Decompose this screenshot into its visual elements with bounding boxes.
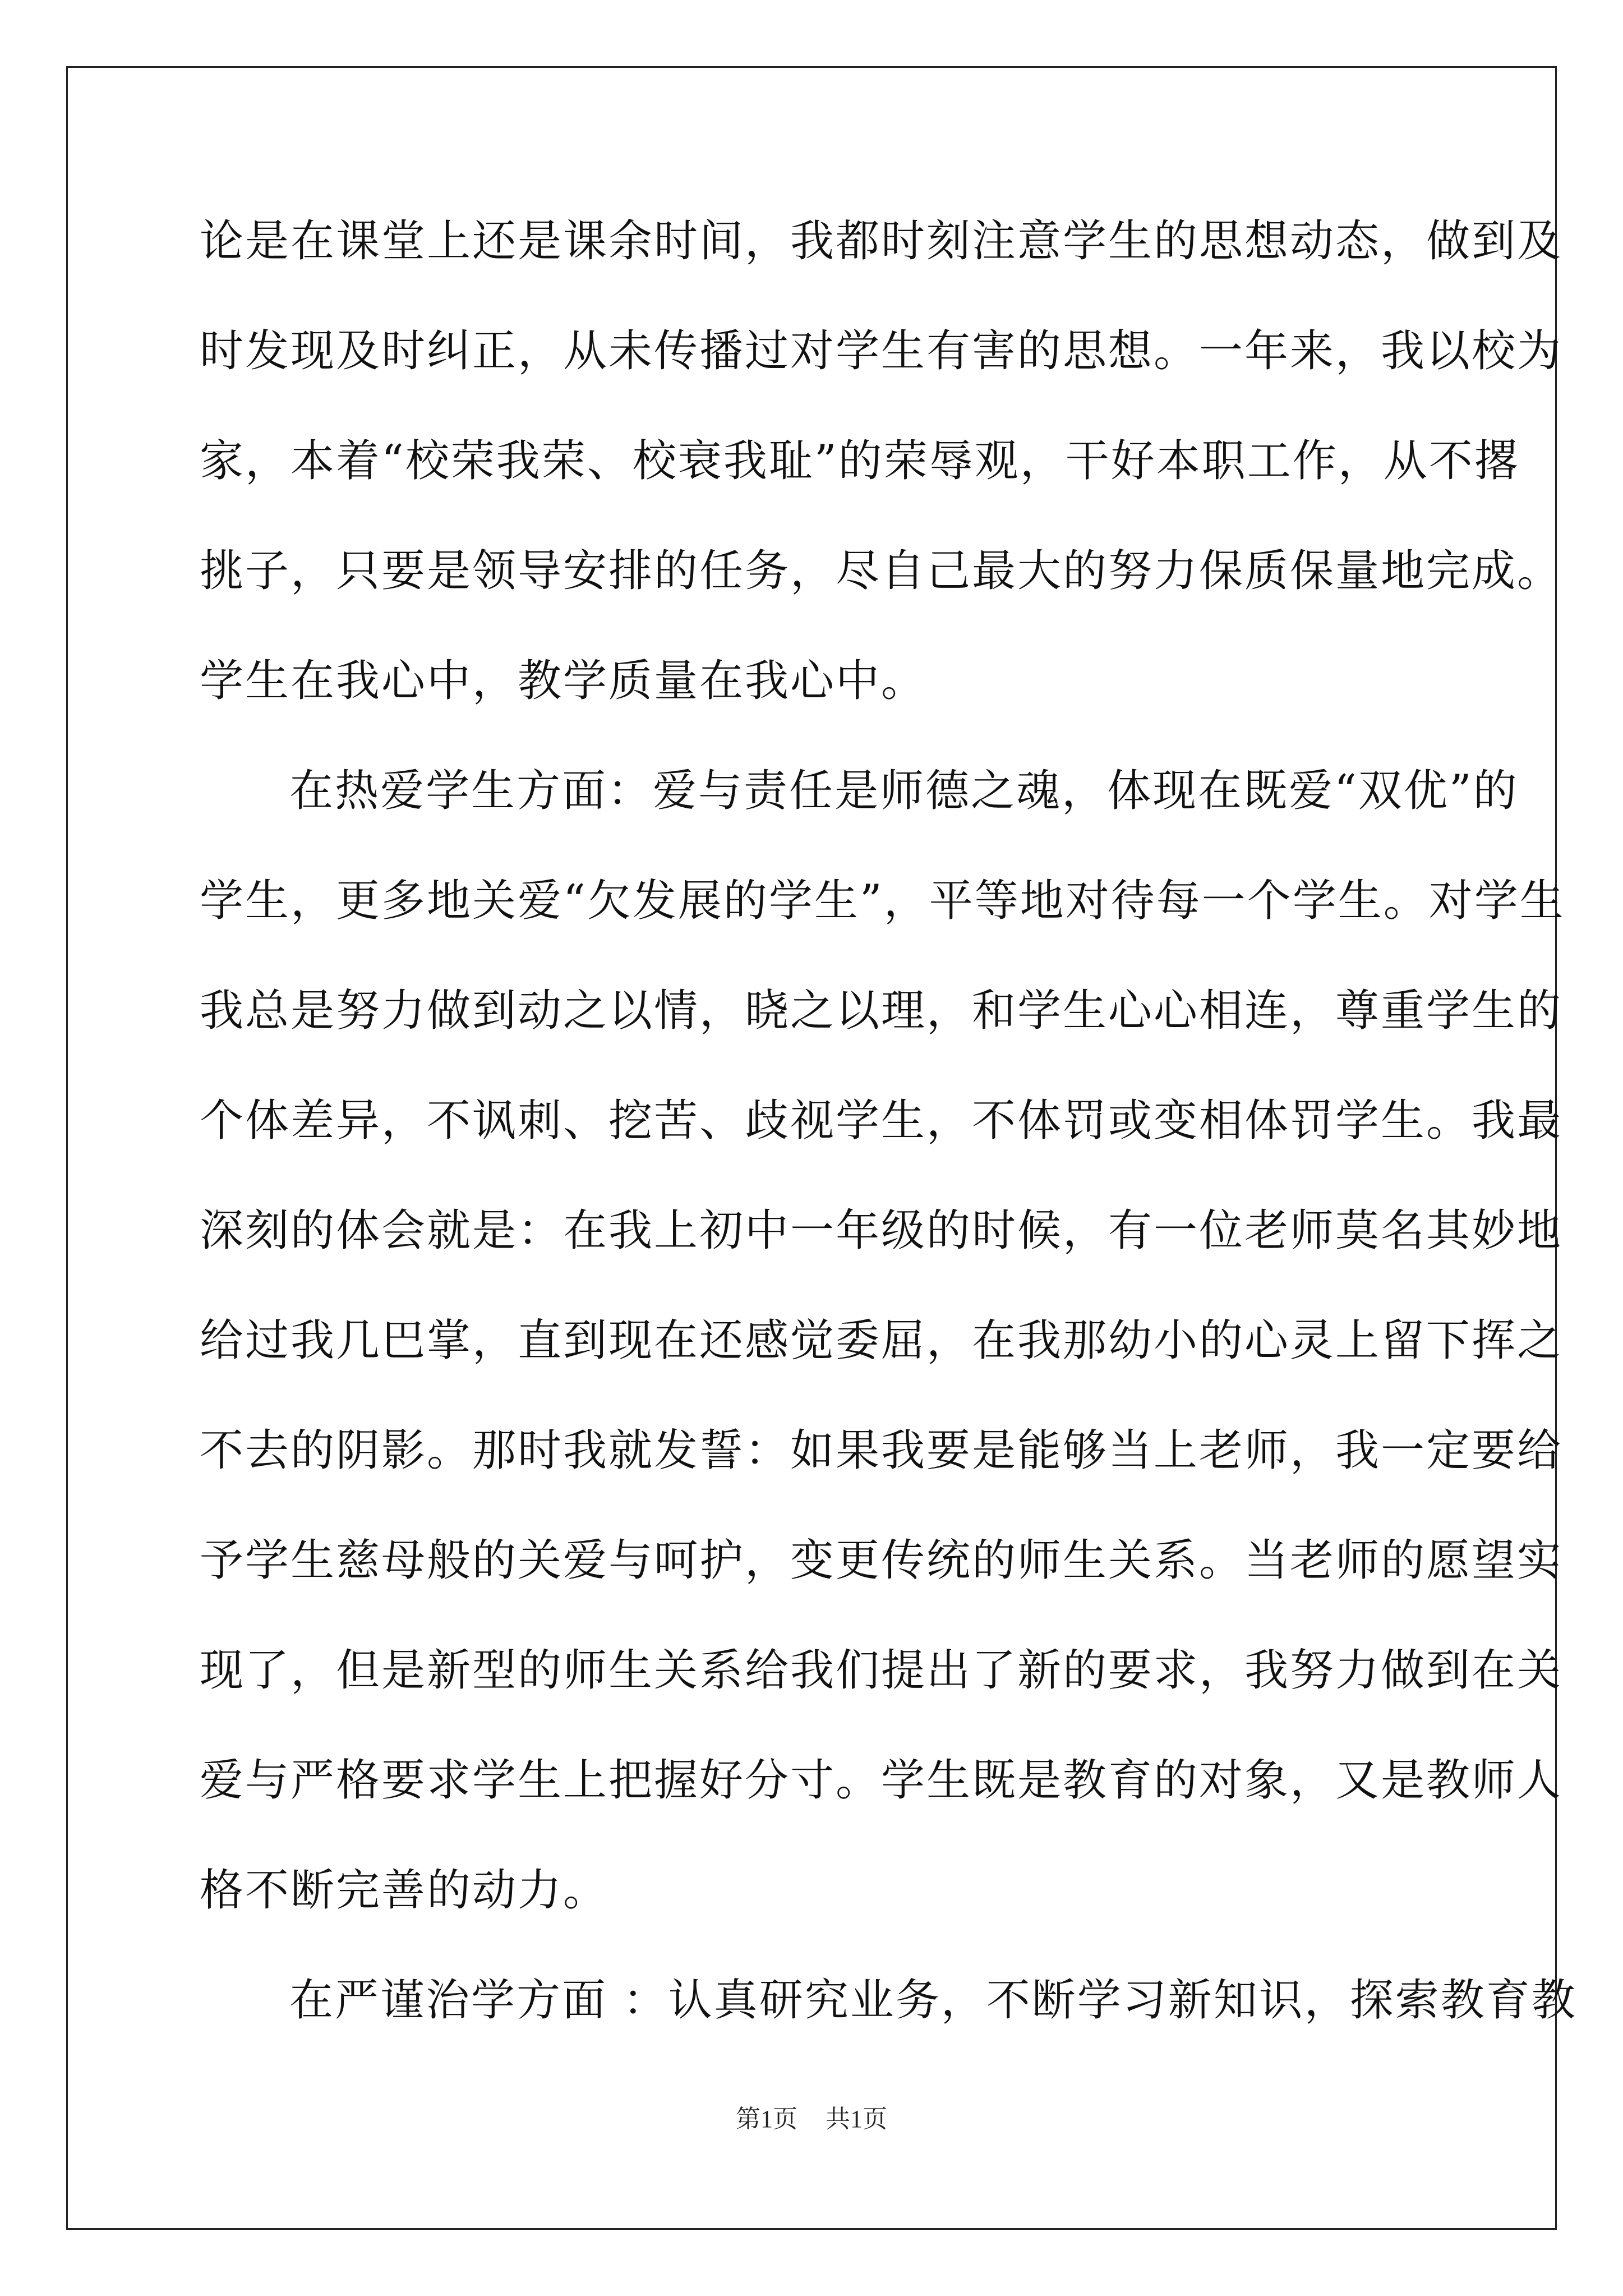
text-line: 论是在课堂上还是课余时间，我都时刻注意学生的思想动态，做到及	[200, 216, 1563, 266]
text-line: 现了，但是新型的师生关系给我们提出了新的要求，我努力做到在关	[200, 1645, 1563, 1696]
text-line: 深刻的体会就是：在我上初中一年级的时候，有一位老师莫名其妙地	[200, 1205, 1563, 1256]
page-footer	[0, 2102, 1623, 2136]
text-line: 学生在我心中，教学质量在我心中。	[200, 656, 927, 706]
text-line: 给过我几巴掌，直到现在还感觉委屈，在我那幼小的心灵上留下挥之	[200, 1315, 1563, 1366]
text-line: 格不断完善的动力。	[200, 1865, 609, 1916]
text-line: 时发现及时纠正，从未传播过对学生有害的思想。一年来，我以校为	[200, 326, 1563, 376]
page-total: 共1页	[826, 2105, 887, 2133]
document-body	[200, 213, 1577, 2082]
text-line: 予学生慈母般的关爱与呵护，变更传统的师生关系。当老师的愿望实	[200, 1535, 1563, 1586]
text-line: 学生，更多地关爱“欠发展的学生”，平等地对待每一个学生。对学生	[200, 876, 1565, 926]
text-line: 挑子，只要是领导安排的任务，尽自己最大的努力保质保量地完成。	[200, 546, 1563, 596]
paragraph-first-line: 在热爱学生方面：爱与责任是师德之魂，体现在既爱“双优”的	[289, 766, 1519, 816]
text-line: 不去的阴影。那时我就发誓：如果我要是能够当上老师，我一定要给	[200, 1425, 1563, 1476]
text-line: 个体差异，不讽刺、挖苦、歧视学生，不体罚或变相体罚学生。我最	[200, 1096, 1563, 1146]
text-line: 我总是努力做到动之以情，晓之以理，和学生心心相连，尊重学生的	[200, 986, 1563, 1036]
text-line: 家，本着“校荣我荣、校衰我耻”的荣辱观，干好本职工作，从不撂	[200, 436, 1520, 486]
page-number: 第1页	[736, 2105, 797, 2133]
text-line: 爱与严格要求学生上把握好分寸。学生既是教育的对象，又是教师人	[200, 1755, 1563, 1806]
paragraph-first-line: 在严谨治学方面 ：认真研究业务，不断学习新知识，探索教育教	[289, 1975, 1577, 2026]
